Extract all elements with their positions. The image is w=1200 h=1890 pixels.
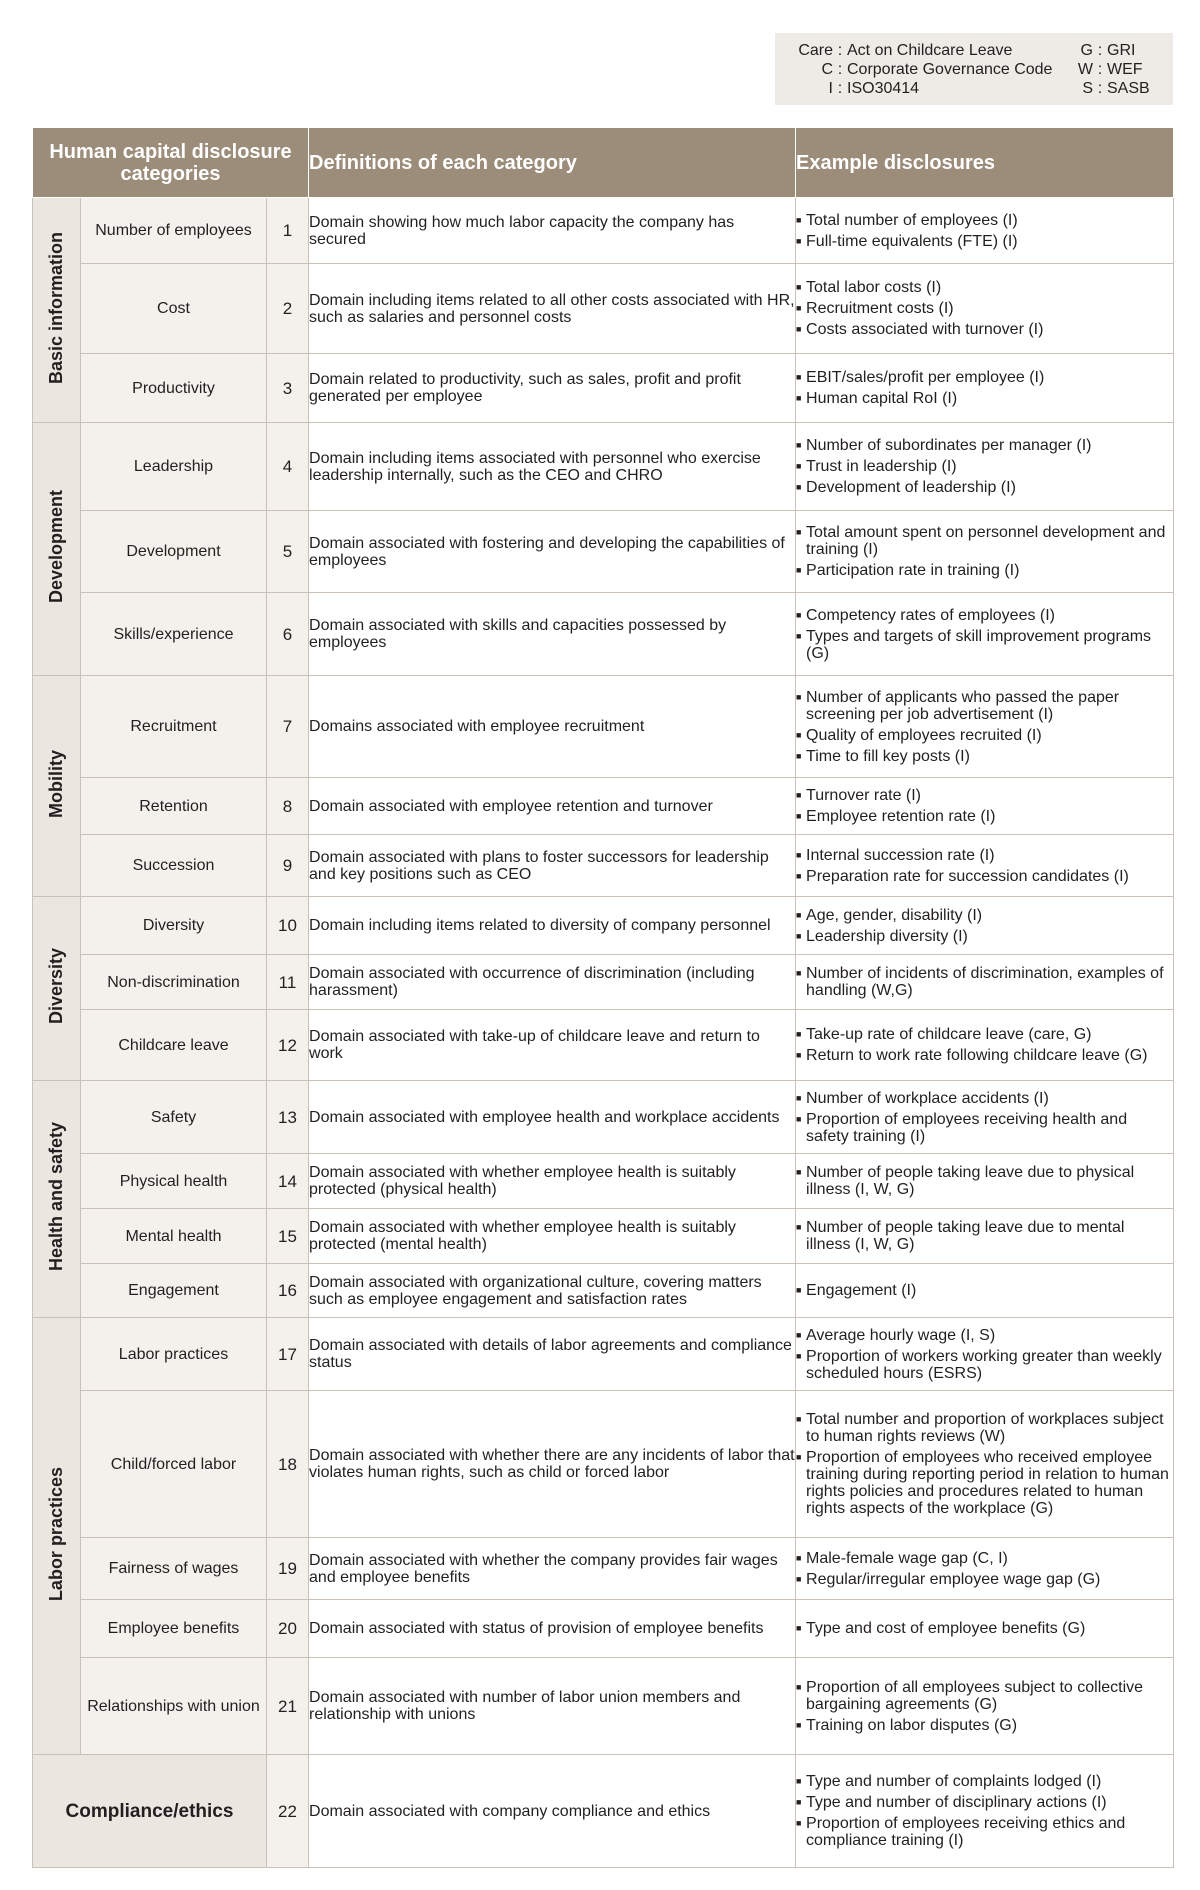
example-disclosures — [796, 1538, 1174, 1600]
example-disclosures — [796, 1154, 1174, 1209]
example-disclosures — [796, 198, 1174, 264]
bullet-square-icon: ■ — [796, 609, 802, 620]
example-item — [796, 1164, 1173, 1198]
bullet-square-icon: ■ — [796, 303, 802, 313]
bullet-square-icon: ■ — [796, 527, 802, 537]
table-row — [33, 1318, 1174, 1391]
example-item — [796, 1047, 1173, 1064]
example-text: Total labor costs (I) — [806, 279, 942, 296]
example-item — [796, 907, 1173, 924]
group-label-health: Health and safety — [46, 1122, 66, 1272]
example-text: Proportion of employees who received employee training during reporting period in relation to human rights policies and procedures related to human rights aspects of the workplace (G) — [806, 1449, 1169, 1517]
category-definition: Domain including items associated with personnel who exercise leadership internally, such as the CEO and CHRO — [309, 423, 796, 511]
example-text: Age, gender, disability (I) — [806, 906, 983, 924]
legend-value: WEF — [1107, 61, 1143, 78]
legend-key: W — [1077, 61, 1093, 78]
human-capital-disclosure-table — [32, 127, 1174, 1868]
table-row — [33, 1154, 1174, 1209]
category-definition: Domain associated with whether employee health is suitably protected (physical health) — [309, 1154, 796, 1209]
table-row — [33, 778, 1174, 835]
example-disclosures — [796, 1391, 1174, 1538]
group-cell-mobility — [33, 676, 81, 897]
category-name: Safety — [81, 1081, 267, 1154]
example-disclosures — [796, 511, 1174, 593]
example-disclosures — [796, 264, 1174, 354]
table-row — [33, 1600, 1174, 1658]
legend-key: I — [828, 80, 833, 97]
legend-key: S — [1082, 80, 1093, 97]
example-item — [796, 300, 1173, 317]
table-row — [33, 1209, 1174, 1264]
category-name: Cost — [81, 264, 267, 354]
example-item — [796, 458, 1173, 475]
header-definitions: Definitions of each category — [309, 128, 796, 198]
table-row — [33, 264, 1174, 354]
category-definition: Domain associated with skills and capacities possessed by employees — [309, 593, 796, 676]
example-disclosures — [796, 1209, 1174, 1264]
bullet-square-icon: ■ — [796, 790, 802, 800]
example-item — [796, 607, 1173, 624]
example-item — [796, 279, 1173, 296]
bullet-square-icon: ■ — [796, 324, 802, 334]
bullet-square-icon: ■ — [796, 1167, 802, 1177]
example-item — [796, 1411, 1173, 1445]
bullet-square-icon: ■ — [796, 1029, 802, 1039]
category-number: 5 — [267, 511, 309, 593]
header-examples: Example disclosures — [796, 128, 1174, 198]
example-text: Number of people taking leave due to physical illness (I, W, G) — [806, 1164, 1135, 1198]
example-disclosures — [796, 1318, 1174, 1391]
table-row — [33, 1658, 1174, 1755]
legend-value: ISO30414 — [847, 80, 920, 97]
table-row — [33, 198, 1174, 264]
category-name: Retention — [81, 778, 267, 835]
example-text: Trust in leadership (I) — [806, 458, 957, 475]
example-item — [796, 808, 1173, 825]
category-number: 13 — [267, 1081, 309, 1154]
category-number: 3 — [267, 354, 309, 423]
bullet-square-icon: ■ — [796, 214, 802, 225]
legend-value: Act on Childcare Leave — [847, 42, 1013, 59]
example-text: Number of applicants who passed the paper screening per job advertisement (I) — [806, 688, 1120, 723]
example-disclosures — [796, 1081, 1174, 1154]
example-text: Quality of employees recruited (I) — [806, 726, 1042, 744]
example-item — [796, 965, 1173, 999]
example-text: Male-female wage gap (C, I) — [806, 1549, 1008, 1567]
category-number: 14 — [267, 1154, 309, 1209]
example-disclosures — [796, 1264, 1174, 1318]
example-text: Engagement (I) — [806, 1282, 917, 1299]
example-text: Type and number of disciplinary actions (I) — [806, 1794, 1107, 1811]
bullet-square-icon: ■ — [796, 1350, 802, 1361]
group-label-development: Development — [46, 490, 66, 604]
bullet-square-icon: ■ — [796, 1222, 802, 1232]
example-text: Development of leadership (I) — [806, 479, 1016, 496]
table-row — [33, 835, 1174, 897]
category-number: 7 — [267, 676, 309, 778]
bullet-square-icon: ■ — [796, 870, 802, 881]
legend-key: Care — [798, 42, 833, 59]
category-name: Child/forced labor — [81, 1391, 267, 1538]
bullet-square-icon: ■ — [796, 1776, 802, 1786]
example-item — [796, 1794, 1173, 1811]
example-text: Regular/irregular employee wage gap (G) — [806, 1570, 1101, 1588]
bullet-square-icon: ■ — [796, 1113, 802, 1124]
example-disclosures — [796, 1600, 1174, 1658]
example-text: Total amount spent on personnel development and training (I) — [806, 524, 1166, 558]
table-row — [33, 1081, 1174, 1154]
example-text: Number of subordinates per manager (I) — [806, 437, 1092, 454]
table-row — [33, 423, 1174, 511]
example-text: Proportion of all employees subject to collective bargaining agreements (G) — [806, 1678, 1144, 1713]
bullet-square-icon: ■ — [796, 1092, 802, 1103]
table-row — [33, 593, 1174, 676]
category-number: 10 — [267, 897, 309, 955]
group-label-compliance: Compliance/ethics — [33, 1755, 267, 1868]
example-text: Training on labor disputes (G) — [806, 1716, 1018, 1734]
example-text: Time to fill key posts (I) — [806, 747, 970, 765]
example-disclosures — [796, 676, 1174, 778]
example-text: Proportion of employees receiving ethics and compliance training (I) — [806, 1815, 1126, 1849]
example-item — [796, 868, 1173, 885]
category-number: 15 — [267, 1209, 309, 1264]
bullet-square-icon: ■ — [796, 482, 802, 492]
category-name: Mental health — [81, 1209, 267, 1264]
category-name: Skills/experience — [81, 593, 267, 676]
group-label-diversity: Diversity — [46, 948, 66, 1025]
category-number: 12 — [267, 1010, 309, 1081]
category-name: Succession — [81, 835, 267, 897]
group-cell-development — [33, 423, 81, 676]
bullet-square-icon: ■ — [796, 1573, 802, 1584]
example-item — [796, 628, 1173, 662]
legend-row: C : Corporate Governance Code W : WEF — [793, 60, 1173, 79]
category-definition: Domain associated with details of labor agreements and compliance status — [309, 1318, 796, 1391]
example-text: Number of workplace accidents (I) — [806, 1089, 1049, 1107]
example-item — [796, 1327, 1173, 1344]
legend-row: Care : Act on Childcare Leave G : GRI — [793, 41, 1173, 60]
category-number: 20 — [267, 1600, 309, 1658]
example-disclosures — [796, 354, 1174, 423]
example-text: Costs associated with turnover (I) — [806, 321, 1044, 338]
header-categories: Human capital disclosure categories — [33, 128, 309, 198]
legend-value: Corporate Governance Code — [847, 61, 1053, 78]
category-number: 11 — [267, 955, 309, 1010]
category-number: 2 — [267, 264, 309, 354]
category-definition: Domain associated with whether there are any incidents of labor that violates human rights, such as child or forced labor — [309, 1391, 796, 1538]
category-name: Fairness of wages — [81, 1538, 267, 1600]
example-item — [796, 562, 1173, 579]
bullet-square-icon: ■ — [796, 440, 802, 450]
example-text: Proportion of employees receiving health and safety training (I) — [806, 1110, 1128, 1145]
bullet-square-icon: ■ — [796, 393, 802, 403]
table-row — [33, 1010, 1174, 1081]
category-name: Physical health — [81, 1154, 267, 1209]
bullet-square-icon: ■ — [796, 811, 802, 821]
example-text: Types and targets of skill improvement programs (G) — [806, 627, 1152, 662]
table-row — [33, 1391, 1174, 1538]
bullet-square-icon: ■ — [796, 1818, 802, 1828]
category-definition: Domain associated with take-up of childcare leave and return to work — [309, 1010, 796, 1081]
category-name: Leadership — [81, 423, 267, 511]
example-disclosures — [796, 423, 1174, 511]
example-text: Proportion of workers working greater than weekly scheduled hours (ESRS) — [806, 1347, 1162, 1382]
bullet-square-icon: ■ — [796, 235, 802, 246]
category-number: 22 — [267, 1755, 309, 1868]
bullet-square-icon: ■ — [796, 1414, 802, 1424]
table-row — [33, 897, 1174, 955]
legend-key: G — [1080, 42, 1093, 59]
legend-row: I : ISO30414 S : SASB — [793, 79, 1173, 98]
category-number: 9 — [267, 835, 309, 897]
example-item — [796, 1348, 1173, 1382]
example-disclosures — [796, 593, 1174, 676]
group-cell-health — [33, 1081, 81, 1318]
example-text: Leadership diversity (I) — [806, 927, 968, 945]
example-text: Return to work rate following childcare leave (G) — [806, 1047, 1148, 1064]
category-definition: Domain associated with company compliance and ethics — [309, 1755, 796, 1868]
category-name: Diversity — [81, 897, 267, 955]
category-name: Engagement — [81, 1264, 267, 1318]
category-definition: Domains associated with employee recruitment — [309, 676, 796, 778]
group-label-mobility: Mobility — [46, 750, 66, 818]
bullet-square-icon: ■ — [796, 909, 802, 920]
category-definition: Domain associated with whether employee health is suitably protected (mental health) — [309, 1209, 796, 1264]
category-name: Non-discrimination — [81, 955, 267, 1010]
example-text: EBIT/sales/profit per employee (I) — [806, 369, 1045, 386]
example-item — [796, 847, 1173, 864]
category-name: Labor practices — [81, 1318, 267, 1391]
example-item — [796, 321, 1173, 338]
bullet-square-icon: ■ — [796, 1681, 802, 1692]
example-item — [796, 1111, 1173, 1145]
example-item — [796, 1679, 1173, 1713]
example-item — [796, 1026, 1173, 1043]
example-item — [796, 1571, 1173, 1588]
bullet-square-icon: ■ — [796, 630, 802, 641]
category-name: Development — [81, 511, 267, 593]
example-item — [796, 787, 1173, 804]
example-item — [796, 390, 1173, 407]
table-row — [33, 511, 1174, 593]
example-text: Type and number of complaints lodged (I) — [806, 1773, 1102, 1790]
example-item — [796, 1620, 1173, 1637]
example-item — [796, 369, 1173, 386]
example-text: Number of people taking leave due to mental illness (I, W, G) — [806, 1219, 1125, 1253]
category-number: 18 — [267, 1391, 309, 1538]
bullet-square-icon: ■ — [796, 1329, 802, 1340]
example-item — [796, 1815, 1173, 1849]
table-row — [33, 676, 1174, 778]
category-definition: Domain including items related to diversity of company personnel — [309, 897, 796, 955]
example-text: Total number and proportion of workplaces subject to human rights reviews (W) — [806, 1411, 1164, 1445]
header-row — [33, 128, 1174, 198]
group-cell-diversity — [33, 897, 81, 1081]
bullet-square-icon: ■ — [796, 1050, 802, 1060]
example-text: Type and cost of employee benefits (G) — [806, 1620, 1086, 1637]
example-text: Preparation rate for succession candidates (I) — [806, 867, 1129, 885]
category-number: 16 — [267, 1264, 309, 1318]
legend-key: C — [821, 61, 833, 78]
category-name: Recruitment — [81, 676, 267, 778]
category-name: Number of employees — [81, 198, 267, 264]
category-number: 6 — [267, 593, 309, 676]
example-item — [796, 1090, 1173, 1107]
bullet-square-icon: ■ — [796, 1623, 802, 1633]
example-item — [796, 1717, 1173, 1734]
bullet-square-icon: ■ — [796, 729, 802, 740]
bullet-square-icon: ■ — [796, 282, 802, 292]
example-item — [796, 727, 1173, 744]
example-item — [796, 1282, 1173, 1299]
category-definition: Domain associated with organizational culture, covering matters such as employee engagement and satisfaction rates — [309, 1264, 796, 1318]
example-text: Total number of employees (I) — [806, 211, 1018, 229]
bullet-square-icon: ■ — [796, 849, 802, 860]
example-text: Full-time equivalents (FTE) (I) — [806, 232, 1018, 250]
example-item — [796, 212, 1173, 229]
group-cell-labor — [33, 1318, 81, 1755]
category-number: 21 — [267, 1658, 309, 1755]
bullet-square-icon: ■ — [796, 372, 802, 382]
category-definition: Domain associated with whether the company provides fair wages and employee benefits — [309, 1538, 796, 1600]
category-name: Childcare leave — [81, 1010, 267, 1081]
example-text: Internal succession rate (I) — [806, 846, 995, 864]
group-cell-basic — [33, 198, 81, 423]
example-disclosures — [796, 955, 1174, 1010]
example-text: Human capital RoI (I) — [806, 390, 958, 407]
example-text: Average hourly wage (I, S) — [806, 1326, 996, 1344]
category-definition: Domain associated with employee health and workplace accidents — [309, 1081, 796, 1154]
example-disclosures — [796, 835, 1174, 897]
category-definition: Domain associated with occurrence of discrimination (including harassment) — [309, 955, 796, 1010]
category-number: 1 — [267, 198, 309, 264]
example-item — [796, 437, 1173, 454]
category-definition: Domain associated with number of labor union members and relationship with unions — [309, 1658, 796, 1755]
bullet-square-icon: ■ — [796, 565, 802, 575]
bullet-square-icon: ■ — [796, 968, 802, 978]
bullet-square-icon: ■ — [796, 1797, 802, 1807]
example-item — [796, 1449, 1173, 1517]
abbreviation-legend — [775, 33, 1173, 105]
example-text: Take-up rate of childcare leave (care, G) — [806, 1026, 1092, 1043]
example-item — [796, 524, 1173, 558]
legend-value: SASB — [1107, 80, 1150, 97]
bullet-square-icon: ■ — [796, 461, 802, 471]
example-item — [796, 748, 1173, 765]
category-definition: Domain associated with status of provision of employee benefits — [309, 1600, 796, 1658]
example-item — [796, 689, 1173, 723]
example-item — [796, 928, 1173, 945]
category-number: 8 — [267, 778, 309, 835]
bullet-square-icon: ■ — [796, 1285, 802, 1295]
bullet-square-icon: ■ — [796, 1719, 802, 1730]
bullet-square-icon: ■ — [796, 1552, 802, 1563]
bullet-square-icon: ■ — [796, 750, 802, 761]
category-name: Relationships with union — [81, 1658, 267, 1755]
table-row — [33, 1264, 1174, 1318]
example-text: Employee retention rate (I) — [806, 808, 996, 825]
category-number: 4 — [267, 423, 309, 511]
example-item — [796, 1219, 1173, 1253]
group-label-basic: Basic information — [46, 231, 66, 385]
table-row — [33, 955, 1174, 1010]
example-text: Participation rate in training (I) — [806, 562, 1020, 579]
example-disclosures — [796, 1658, 1174, 1755]
example-text: Turnover rate (I) — [806, 787, 922, 804]
category-definition: Domain associated with plans to foster successors for leadership and key positions such as CEO — [309, 835, 796, 897]
bullet-square-icon: ■ — [796, 691, 802, 702]
category-name: Productivity — [81, 354, 267, 423]
example-item — [796, 1550, 1173, 1567]
example-item — [796, 233, 1173, 250]
category-definition: Domain related to productivity, such as sales, profit and profit generated per employee — [309, 354, 796, 423]
group-label-labor: Labor practices — [46, 1466, 66, 1602]
category-number: 17 — [267, 1318, 309, 1391]
category-number: 19 — [267, 1538, 309, 1600]
example-disclosures — [796, 897, 1174, 955]
bullet-square-icon: ■ — [796, 930, 802, 941]
category-definition: Domain showing how much labor capacity the company has secured — [309, 198, 796, 264]
table-row — [33, 1538, 1174, 1600]
example-disclosures — [796, 1755, 1174, 1868]
category-definition: Domain associated with employee retention and turnover — [309, 778, 796, 835]
example-text: Competency rates of employees (I) — [806, 606, 1056, 624]
category-definition: Domain including items related to all other costs associated with HR, such as salaries and personnel costs — [309, 264, 796, 354]
category-definition: Domain associated with fostering and developing the capabilities of employees — [309, 511, 796, 593]
example-text: Number of incidents of discrimination, examples of handling (W,G) — [806, 965, 1164, 999]
example-item — [796, 1773, 1173, 1790]
table-row — [33, 1755, 1174, 1868]
example-disclosures — [796, 1010, 1174, 1081]
legend-value: GRI — [1107, 42, 1136, 59]
table-row — [33, 354, 1174, 423]
category-name: Employee benefits — [81, 1600, 267, 1658]
example-disclosures — [796, 778, 1174, 835]
example-item — [796, 479, 1173, 496]
example-text: Recruitment costs (I) — [806, 300, 954, 317]
bullet-square-icon: ■ — [796, 1452, 802, 1462]
